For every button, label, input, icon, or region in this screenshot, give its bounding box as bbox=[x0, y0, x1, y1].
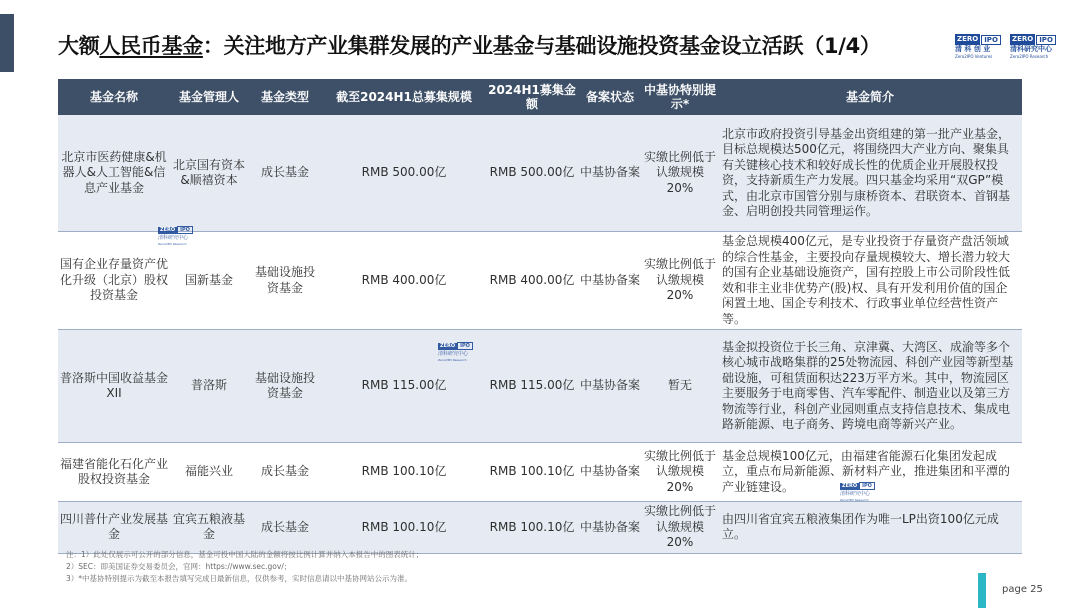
fund-type-cell: 成长基金 bbox=[248, 115, 322, 232]
watermark-logo: ZERO IPO 清科研究中心 Zero2IPO Research bbox=[158, 216, 202, 246]
fund-name-cell: 四川普什产业发展基金 bbox=[58, 502, 170, 554]
amac-tip-cell: 暂无 bbox=[642, 330, 718, 443]
fund-type-cell: 成长基金 bbox=[248, 502, 322, 554]
header-h1-raised: 2024H1募集金额 bbox=[486, 79, 578, 115]
fund-manager-cell: 宜宾五粮液基金 bbox=[170, 502, 248, 554]
h1-raised-cell: RMB 115.00亿 bbox=[486, 330, 578, 443]
page-title: 大额人民币基金：关注地方产业集群发展的产业基金与基础设施投资基金设立活跃（1/4） bbox=[58, 34, 881, 58]
header-total-raised: 截至2024H1总募集规模 bbox=[322, 79, 486, 115]
footnote-line: 3）*中基协特别提示为截至本报告填写完成日最新信息，仅供参考，实时信息请以中基协网站公示为准。 bbox=[66, 574, 413, 583]
table-row bbox=[58, 115, 1022, 232]
h1-raised-cell: RMB 100.10亿 bbox=[486, 502, 578, 554]
total-raised-cell: RMB 100.10亿 bbox=[322, 502, 486, 554]
table-row bbox=[58, 502, 1022, 554]
header-fund-name: 基金名称 bbox=[58, 79, 170, 115]
header-fund-intro: 基金简介 bbox=[718, 79, 1022, 115]
footnote-line: 2）SEC：即美国证券交易委员会，官网：https://www.sec.gov/； bbox=[66, 562, 292, 571]
fund-type-cell: 基础设施投资基金 bbox=[248, 330, 322, 443]
fund-intro-cell: 基金拟投资位于长三角、京津冀、大湾区、成渝等多个核心城市战略集群的25处物流园、科创产业园等新型基础设施，可租赁面积达223万平方米。其中，物流园区主要服务于电商零售、汽车零配件、制造业以及第三方物流等行业，科创产业园则重点支持信息技术、集成电路新能源、电子商务、跨境电商等新兴产业。 bbox=[718, 330, 1022, 443]
total-raised-cell: RMB 100.10亿 bbox=[322, 443, 486, 502]
table-header-row bbox=[58, 79, 1022, 115]
amac-tip-cell: 实缴比例低于认缴规模20% bbox=[642, 502, 718, 554]
fund-intro-cell: 由四川省宜宾五粮液集团作为唯一LP出资100亿元成立。 bbox=[718, 502, 1022, 554]
fund-manager-cell: 普洛斯 bbox=[170, 330, 248, 443]
amac-tip-cell: 实缴比例低于认缴规模20% bbox=[642, 115, 718, 232]
total-raised-cell: RMB 400.00亿 bbox=[322, 232, 486, 330]
page-number: page 25 bbox=[1002, 584, 1043, 595]
total-raised-cell: RMB 500.00亿 bbox=[322, 115, 486, 232]
filing-status-cell: 中基协备案 bbox=[578, 443, 642, 502]
filing-status-cell: 中基协备案 bbox=[578, 330, 642, 443]
header-fund-type: 基金类型 bbox=[248, 79, 322, 115]
header-fund-manager: 基金管理人 bbox=[170, 79, 248, 115]
fund-name-cell: 普洛斯中国收益基金XII bbox=[58, 330, 170, 443]
watermark-logo: ZERO IPO 清科研究中心 Zero2IPO Research bbox=[438, 332, 482, 362]
fund-name-cell: 北京市医药健康&机器人&人工智能&信息产业基金 bbox=[58, 115, 170, 232]
filing-status-cell: 中基协备案 bbox=[578, 115, 642, 232]
fund-intro-cell: 基金总规模100亿元，由福建省能源石化集团发起成立，重点布局新能源、新材料产业，推进集团和平潭的产业链建设。 bbox=[718, 443, 1022, 502]
filing-status-cell: 中基协备案 bbox=[578, 502, 642, 554]
header-amac-tip: 中基协特别提示* bbox=[642, 79, 718, 115]
header-filing-status: 备案状态 bbox=[578, 79, 642, 115]
table-row bbox=[58, 232, 1022, 330]
footnotes bbox=[66, 549, 766, 585]
page-accent-bar bbox=[978, 573, 986, 608]
fund-type-cell: 成长基金 bbox=[248, 443, 322, 502]
fund-manager-cell: 北京国有资本&顺禧资本 bbox=[170, 115, 248, 232]
left-accent-bar bbox=[0, 14, 14, 72]
fund-intro-cell: 北京市政府投资引导基金出资组建的第一批产业基金，目标总规模达500亿元，将围绕四大产业方向、聚集具有关键核心技术和较好成长性的优质企业开展股权投资，支持新质生产力发展。四只基金均采用“双GP”模式，由北京市国管分别与康桥资本、君联资本、首钢基金、启明创投共同管理运作。 bbox=[718, 115, 1022, 232]
fund-name-cell: 福建省能化石化产业股权投资基金 bbox=[58, 443, 170, 502]
zero2ipo-ventures-logo: ZERO IPO 清 科 创 业 Zero2IPO Ventures bbox=[955, 34, 1005, 62]
h1-raised-cell: RMB 400.00亿 bbox=[486, 232, 578, 330]
h1-raised-cell: RMB 500.00亿 bbox=[486, 115, 578, 232]
fund-name-cell: 国有企业存量资产优化升级（北京）股权投资基金 bbox=[58, 232, 170, 330]
amac-tip-cell: 实缴比例低于认缴规模20% bbox=[642, 443, 718, 502]
amac-tip-cell: 实缴比例低于认缴规模20% bbox=[642, 232, 718, 330]
h1-raised-cell: RMB 100.10亿 bbox=[486, 443, 578, 502]
total-raised-cell: RMB 115.00亿 bbox=[322, 330, 486, 443]
fund-intro-cell: 基金总规模400亿元，是专业投资于存量资产盘活领域的综合性基金，主要投向存量规模较大、增长潜力较大的国有企业基础设施资产，国有控股上市公司阶段性低效和非主业非优势产(股)权、具有开发利用价值的国企闲置土地、国企专利技术、行政事业单位经营性资产等。 bbox=[718, 232, 1022, 330]
footnote-line: 注：1）此处仅展示可公开的部分信息，基金可投中国大陆的金额将按比例计算并纳入本报告中的图表统计； bbox=[66, 550, 424, 559]
watermark-logo: ZERO IPO 清科研究中心 Zero2IPO Research bbox=[840, 472, 884, 502]
zero2ipo-research-logo: ZERO IPO 清科研究中心 Zero2IPO Research bbox=[1010, 34, 1060, 62]
fund-type-cell: 基础设施投资基金 bbox=[248, 232, 322, 330]
table-row bbox=[58, 330, 1022, 443]
fund-manager-cell: 国新基金 bbox=[170, 232, 248, 330]
fund-manager-cell: 福能兴业 bbox=[170, 443, 248, 502]
filing-status-cell: 中基协备案 bbox=[578, 232, 642, 330]
